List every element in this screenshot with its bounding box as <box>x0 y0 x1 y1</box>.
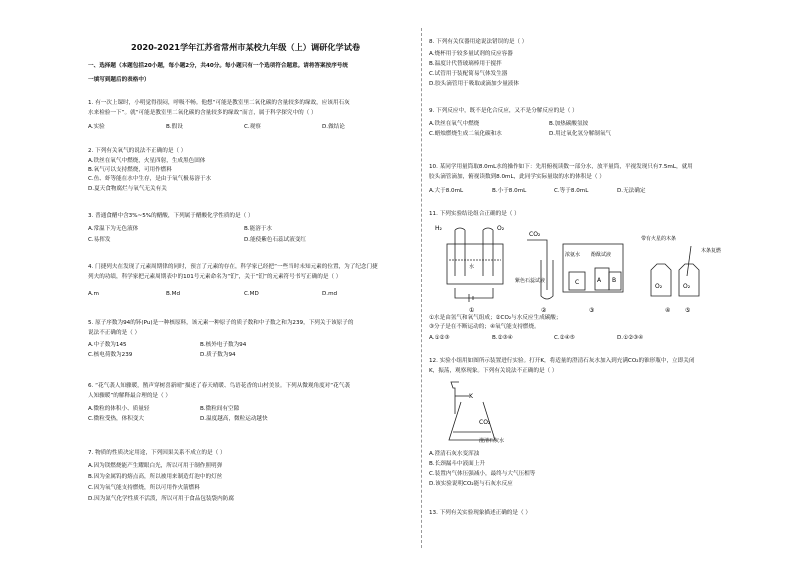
label-purple-litmus: 紫色石蕊试液 <box>515 278 546 284</box>
q3-stem-1: 3. 普通食醋中含3%~5%的醋酸，下列属于醋酸化学性质的是（ ） <box>88 213 254 219</box>
q8-option-d[interactable]: D.胶头滴管用于吸取或滴加少量液体 <box>429 81 519 87</box>
label-co2-flask: CO₂ <box>479 419 491 426</box>
q8-option-c[interactable]: C.试管用于装配简易气体发生器 <box>429 71 508 77</box>
q6-option-d[interactable]: D.温度越高，微粒运动越快 <box>200 416 268 422</box>
label-c: C <box>575 279 580 286</box>
q3-option-a[interactable]: A.常温下为无色液体 <box>88 226 139 232</box>
q11-option-b[interactable]: B.②③④ <box>492 335 513 341</box>
q10-option-c[interactable]: C.等于8.0mL <box>554 188 589 194</box>
label-co2: CO₂ <box>529 231 541 238</box>
left-column <box>88 0 416 562</box>
q6-stem-2: 人知骤暖”的解释最合理的是（ ） <box>88 393 171 399</box>
q8-stem-1: 8. 下列有关仪器用途说法错误的是（ ） <box>429 39 528 45</box>
q1-option-b[interactable]: B.假设 <box>166 124 183 130</box>
q11-stem-1: 11. 下列实验结论组合正确的是（ ） <box>429 211 520 217</box>
q1-stem-2: 水来检验一下”。就“可能是教室里二氧化碳的含量较多的缘故”而言，属于科学探究中的（ ） <box>88 110 317 116</box>
q6-option-a[interactable]: A.微粒的体积小、质量轻 <box>88 406 150 412</box>
q7-option-a[interactable]: A.因为镁燃烧能产生耀眼白光，所以可用于制作照明弹 <box>88 463 223 469</box>
q13-stem-1: 13. 下列有关实验现象描述正确的是（ ） <box>429 510 531 516</box>
q5-stem-2: 说法不正确的是（ ） <box>88 330 141 336</box>
q12-figure <box>439 378 529 448</box>
label-o2: O₂ <box>497 225 505 232</box>
section-heading: 一、选择题（本题包括20小题，每小题2分，共40分。每小题只有一个选项符合题意。请将答案按序号统 <box>88 63 348 69</box>
q11-figure <box>429 220 739 314</box>
q11-option-d[interactable]: D.①②③④ <box>617 335 644 341</box>
figure-num-3: ③ <box>589 307 595 314</box>
q12-option-a[interactable]: A.澄清石灰水变浑浊 <box>429 451 480 457</box>
q2-option-c[interactable]: C.鱼、虾等能在水中生存，是由于氧气极易溶于水 <box>88 176 212 182</box>
q5-option-c[interactable]: C.核电荷数为239 <box>88 352 133 358</box>
q6-option-c[interactable]: C.微粒受热，体积变大 <box>88 416 145 422</box>
q5-option-d[interactable]: D.质子数为94 <box>200 352 236 358</box>
q3-option-b[interactable]: B.能溶于水 <box>244 226 272 232</box>
label-h2: H₂ <box>435 225 442 232</box>
q1-option-d[interactable]: D.做结论 <box>322 124 345 130</box>
q12-option-d[interactable]: D.该实验说明CO₂能与石灰水反应 <box>429 481 513 487</box>
q12-stem-2: K，振荡，观察现象。下列有关说法不正确的是（ ） <box>429 368 558 374</box>
q2-stem-1: 2. 下列有关氧气的说法不正确的是（ ） <box>88 148 187 154</box>
q2-option-d[interactable]: D.夏天食物腐烂与氧气无关有关 <box>88 186 167 192</box>
q7-stem-1: 7. 物质的性质决定用途，下列因果关系不成立的是（ ） <box>88 450 226 456</box>
q9-option-c[interactable]: C.蜡烛燃烧生成二氧化碳和水 <box>429 131 502 137</box>
q1-option-c[interactable]: C.观察 <box>244 124 261 130</box>
q5-option-a[interactable]: A.中子数为145 <box>88 342 127 348</box>
q11-option-c[interactable]: C.②④⑤ <box>554 335 575 341</box>
q11-statement-1: ①水是由氢气和氧气组成；②CO₂与水反应生成碳酸； <box>429 315 562 321</box>
label-limewater: 澄清石灰水 <box>479 438 505 444</box>
q9-stem-1: 9. 下列反应中，既不是化合反应，又不是分解反应的是（ ） <box>429 108 578 114</box>
q5-stem-1: 5. 原子序数为94的钚(Pu)是一种核原料，该元素一种原子的质子数和中子数之和为239，下列关于该原子的 <box>88 320 354 326</box>
q10-option-b[interactable]: B.小于8.0mL <box>492 188 527 194</box>
label-o2-jar1: O₂ <box>655 283 663 290</box>
conical-flask-apparatus <box>449 382 495 440</box>
q4-option-a[interactable]: A.m <box>88 291 99 297</box>
q7-option-c[interactable]: C.因为氧气能支持燃烧，所以可用作火箭燃料 <box>88 485 200 491</box>
figure-num-4: ④ <box>665 307 671 314</box>
label-o2-jar2: O₂ <box>683 283 691 290</box>
figure-num-2: ② <box>541 307 547 314</box>
q11-statement-2: ③分子是在不断运动的；④氧气能支持燃烧。 <box>429 324 540 330</box>
q4-stem-1: 4. 门捷列夫在发现了元素周期律的同时，预言了元素的存在，科学家已经把“一些当时未知元素的位置，为了纪念门捷 <box>88 264 378 270</box>
label-ember-splint: 带有火星的木条 <box>641 236 677 242</box>
q5-option-b[interactable]: B.核外电子数为94 <box>200 342 247 348</box>
q12-stem-1: 12. 实验小组用如图所示装置进行实验。打开K，将适量的澄清石灰水加入到充满CO₂的锥形瓶中，立即关闭 <box>429 358 695 364</box>
q10-stem-2: 胶头滴管滴加，俯视读数到8.0mL，此同学实际量取的水的体积是（ ） <box>429 174 605 180</box>
q8-option-a[interactable]: A.烧杯用于较多量试剂的反应容器 <box>429 51 513 57</box>
q4-option-d[interactable]: D.md <box>322 291 338 297</box>
q4-stem-2: 列夫的功绩，科学家把元素周期表中的101号元素命名为“钔”，关于“钔”的元素符号书写正确的是（ ） <box>88 274 342 280</box>
q9-option-b[interactable]: B.加热碳酸氢铵 <box>549 121 589 127</box>
label-b: B <box>612 277 617 284</box>
q12-option-b[interactable]: B.长颈漏斗中液面上升 <box>429 461 485 467</box>
q2-option-b[interactable]: B.氧气可以支持燃烧，可用作燃料 <box>88 167 172 173</box>
q3-option-c[interactable]: C.易挥发 <box>88 237 111 243</box>
section-heading-cont: 一填写到题后的表格中） <box>88 77 150 83</box>
q3-option-d[interactable]: D.能使紫色石蕊试液变红 <box>244 237 307 243</box>
q12-option-c[interactable]: C.装置内气体压强减小，最终与大气压相等 <box>429 471 536 477</box>
q6-option-b[interactable]: B.微粒间有空隙 <box>200 406 240 412</box>
column-divider <box>421 28 422 548</box>
label-phenolphthalein: 酚酞试液 <box>591 252 612 258</box>
label-a: A <box>597 277 602 284</box>
q8-option-b[interactable]: B.温度计代替玻璃棒用于搅拌 <box>429 61 502 67</box>
q7-option-d[interactable]: D.因为氮气化学性质不活泼，所以可用于食品包装袋内防腐 <box>88 496 234 502</box>
electrolysis-apparatus <box>447 228 503 302</box>
q7-option-b[interactable]: B.因为金属钨的熔点高，所以被用来制造灯泡中的灯丝 <box>88 474 223 480</box>
q10-option-d[interactable]: D.无法确定 <box>617 188 646 194</box>
q9-option-a[interactable]: A.铁丝在氧气中燃烧 <box>429 121 480 127</box>
exam-title: 2020-2021学年江苏省常州市某校九年级（上）调研化学试卷 <box>131 42 361 52</box>
q1-stem-1: 1. 有一次上课时，小明觉得很闷，呼吸不畅。他想“可能是教室里二氧化碳的含量较多的缘故，应该用石灰 <box>88 100 350 106</box>
q4-option-b[interactable]: B.Md <box>166 291 180 297</box>
q6-stem-1: 6. “花气袭人知骤暖，鹊声穿树喜新晴”描述了春天晴暖、鸟语花香的山村美景。下列从微观角度对“花气袭 <box>88 383 350 389</box>
figure-num-1: ① <box>469 307 475 314</box>
label-k: K <box>469 393 473 400</box>
q10-option-a[interactable]: A.大于8.0mL <box>429 188 464 194</box>
label-ammonia: 浓氨水 <box>565 252 581 258</box>
q10-stem-1: 10. 某同学用量筒取8.0mL水的操作如下：先用俯视读数一部分水，放平量筒，平视发现只有7.5mL，就用 <box>429 164 693 170</box>
q11-option-a[interactable]: A.①②③ <box>429 335 450 341</box>
figure-num-5: ⑤ <box>685 307 691 314</box>
q4-option-c[interactable]: C.MD <box>244 291 259 297</box>
label-relight: 木条复燃 <box>701 248 722 254</box>
q1-option-a[interactable]: A.实验 <box>88 124 105 130</box>
q9-option-d[interactable]: D.用过氧化氢分解制氧气 <box>549 131 612 137</box>
label-water: 水 <box>469 264 475 270</box>
co2-litmus-apparatus <box>527 240 553 299</box>
right-column <box>429 0 759 562</box>
q2-option-a[interactable]: A.铁丝在氧气中燃烧，火星四射，生成黑色固体 <box>88 158 206 164</box>
